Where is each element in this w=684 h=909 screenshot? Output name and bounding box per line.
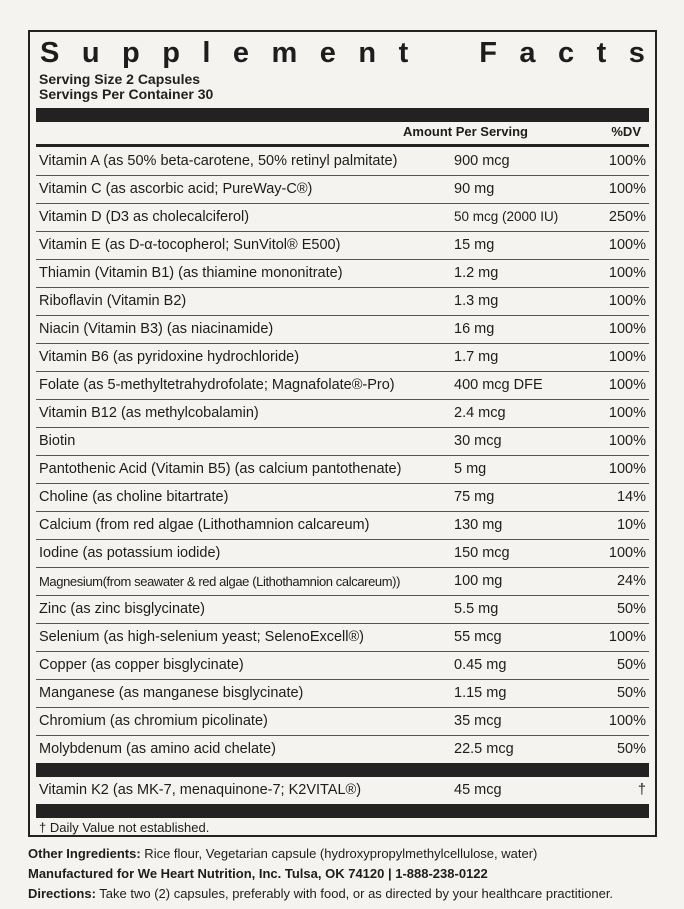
title-gap	[431, 36, 457, 70]
table-row-extra	[36, 777, 649, 805]
nutrient-amount: 1.15 mg	[454, 685, 507, 701]
nutrient-amount: 150 mcg	[454, 545, 510, 561]
title-letter: s	[628, 37, 645, 69]
table-row	[36, 204, 649, 232]
nutrient-name: Thiamin (Vitamin B1) (as thiamine mononitrate)	[39, 265, 343, 281]
divider-thick-mid	[36, 763, 649, 777]
table-row	[36, 456, 649, 484]
nutrient-dv: 50%	[616, 741, 646, 757]
nutrient-amount: 22.5 mcg	[454, 741, 514, 757]
table-row	[36, 288, 649, 316]
nutrient-dv: 24%	[616, 573, 646, 589]
nutrient-name: Folate (as 5-methyltetrahydrofolate; Magnafolate®-Pro)	[39, 377, 395, 393]
title-letter: u	[81, 37, 100, 69]
nutrient-amount: 50 mcg (2000 IU)	[454, 209, 559, 224]
nutrient-dv: 100%	[608, 349, 646, 365]
nutrient-amount: 1.3 mg	[454, 293, 499, 309]
nutrient-amount: 900 mcg	[454, 153, 510, 169]
nutrient-amount: 16 mg	[454, 321, 495, 337]
nutrient-amount: 30 mcg	[454, 433, 502, 449]
nutrient-amount: 90 mg	[454, 181, 495, 197]
nutrient-amount: 130 mg	[454, 517, 503, 533]
nutrient-amount: 5.5 mg	[454, 601, 499, 617]
title-letter: S	[40, 37, 60, 69]
nutrient-name: Zinc (as zinc bisglycinate)	[39, 601, 205, 617]
divider-thick-bottom	[36, 804, 649, 818]
nutrient-name: Choline (as choline bitartrate)	[39, 489, 229, 505]
servings-per-container: Servings Per Container 30	[39, 86, 214, 102]
nutrient-name: Riboflavin (Vitamin B2)	[39, 293, 187, 309]
nutrient-name: Vitamin C (as ascorbic acid; PureWay-C®)	[39, 181, 313, 197]
table-row	[36, 148, 649, 176]
nutrient-dv: 100%	[608, 181, 646, 197]
table-row	[36, 568, 649, 596]
table-row	[36, 316, 649, 344]
nutrient-name: Molybdenum (as amino acid chelate)	[39, 741, 276, 757]
table-row	[36, 736, 649, 764]
title-letter: c	[557, 37, 575, 69]
title-letter: p	[162, 37, 180, 69]
nutrient-dv: 100%	[608, 545, 646, 561]
nutrient-amount: 75 mg	[454, 489, 495, 505]
title-letter: t	[398, 37, 409, 69]
nutrient-dv: 100%	[608, 433, 646, 449]
supplement-facts-panel	[28, 30, 657, 837]
nutrient-amount: 0.45 mg	[454, 657, 507, 673]
nutrient-amount: 15 mg	[454, 237, 495, 253]
nutrient-name: Vitamin B6 (as pyridoxine hydrochloride)	[39, 349, 300, 365]
nutrient-dv: 100%	[608, 405, 646, 421]
manufacturer-info: Manufactured for We Heart Nutrition, Inc. Tulsa, OK 74120 | 1-888-238-0122	[28, 866, 488, 881]
nutrient-dv: 100%	[608, 713, 646, 729]
table-row	[36, 484, 649, 512]
nutrient-name: Manganese (as manganese bisglycinate)	[39, 685, 304, 701]
table-row	[36, 232, 649, 260]
table-row	[36, 708, 649, 736]
serving-size: Serving Size 2 Capsules	[39, 71, 201, 87]
nutrient-name: Magnesium(from seawater & red algae (Lithothamnion calcareum))	[39, 574, 401, 589]
directions-label: Directions:	[28, 886, 96, 901]
nutrient-dv: 50%	[616, 601, 646, 617]
nutrient-name: Selenium (as high-selenium yeast; SelenoExcell®)	[39, 629, 365, 645]
title-letter: n	[358, 37, 377, 69]
amount-per-serving-header: Amount Per Serving	[403, 124, 528, 139]
nutrient-amount: 1.2 mg	[454, 265, 499, 281]
title-letter: t	[596, 37, 607, 69]
nutrient-name: Vitamin A (as 50% beta-carotene, 50% retinyl palmitate)	[39, 153, 398, 169]
divider-thick-top	[36, 108, 649, 122]
nutrient-amount: 2.4 mcg	[454, 405, 506, 421]
directions	[28, 885, 668, 902]
nutrient-name: Vitamin E (as D-α-tocopherol; SunVitol® E500)	[39, 237, 341, 253]
nutrient-amount: 400 mcg DFE	[454, 377, 543, 393]
nutrient-name: Chromium (as chromium picolinate)	[39, 713, 268, 729]
title-letter: F	[479, 37, 497, 69]
table-row	[36, 652, 649, 680]
nutrient-name: Vitamin B12 (as methylcobalamin)	[39, 405, 259, 421]
nutrient-dv: 50%	[616, 657, 646, 673]
nutrient-dv: 100%	[608, 629, 646, 645]
title-letter: m	[271, 37, 298, 69]
table-row	[36, 400, 649, 428]
nutrient-amount: 5 mg	[454, 461, 487, 477]
footnote: † Daily Value not established.	[39, 820, 210, 835]
directions-text: Take two (2) capsules, preferably with food, or as directed by your healthcare practitioner.	[95, 886, 614, 901]
table-row	[36, 372, 649, 400]
nutrient-dv: †	[637, 782, 646, 798]
table-row	[36, 624, 649, 652]
serving-info	[39, 72, 213, 102]
nutrient-amount: 55 mcg	[454, 629, 502, 645]
title-letter: a	[519, 37, 536, 69]
nutrient-name: Niacin (Vitamin B3) (as niacinamide)	[39, 321, 274, 337]
nutrient-dv: 100%	[608, 237, 646, 253]
panel-title	[40, 36, 645, 70]
title-letter: p	[122, 37, 140, 69]
divider-header	[36, 144, 649, 147]
nutrient-name: Pantothenic Acid (Vitamin B5) (as calcium pantothenate)	[39, 461, 402, 477]
title-letter: e	[319, 37, 336, 69]
nutrient-dv: 100%	[608, 321, 646, 337]
nutrient-dv: 100%	[608, 153, 646, 169]
title-letter: e	[232, 37, 250, 69]
nutrient-name: Iodine (as potassium iodide)	[39, 545, 221, 561]
nutrient-dv: 250%	[608, 209, 646, 225]
title-letter: l	[202, 37, 211, 69]
table-row	[36, 680, 649, 708]
table-row	[36, 428, 649, 456]
other-ingredients-text: Rice flour, Vegetarian capsule (hydroxypropylmethylcellulose, water)	[140, 846, 538, 861]
dv-header: %DV	[611, 124, 641, 139]
nutrient-dv: 100%	[608, 461, 646, 477]
nutrient-dv: 100%	[608, 377, 646, 393]
nutrient-amount: 35 mcg	[454, 713, 502, 729]
nutrient-name: Vitamin K2 (as MK-7, menaquinone-7; K2VITAL®)	[39, 782, 362, 798]
table-row	[36, 540, 649, 568]
nutrient-name: Vitamin D (D3 as cholecalciferol)	[39, 209, 250, 225]
nutrient-name: Copper (as copper bisglycinate)	[39, 657, 244, 673]
table-row	[36, 512, 649, 540]
nutrient-dv: 50%	[616, 685, 646, 701]
other-ingredients	[28, 845, 668, 862]
nutrient-amount: 100 mg	[454, 573, 503, 589]
table-row	[36, 596, 649, 624]
nutrient-name: Calcium (from red algae (Lithothamnion calcareum)	[39, 517, 370, 533]
nutrient-dv: 100%	[608, 265, 646, 281]
nutrient-amount: 45 mcg	[454, 782, 502, 798]
nutrient-amount: 1.7 mg	[454, 349, 499, 365]
nutrient-dv: 14%	[616, 489, 646, 505]
table-row	[36, 260, 649, 288]
nutrient-dv: 100%	[608, 293, 646, 309]
other-ingredients-label: Other Ingredients:	[28, 846, 141, 861]
nutrient-dv: 10%	[616, 517, 646, 533]
table-row	[36, 344, 649, 372]
table-row	[36, 176, 649, 204]
nutrient-name: Biotin	[39, 433, 76, 449]
